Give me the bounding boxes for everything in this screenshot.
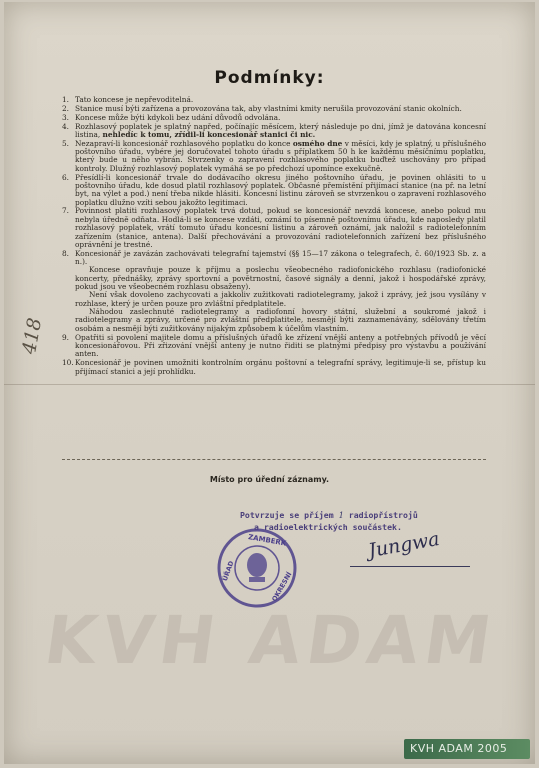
office-stamp-seal <box>216 527 298 609</box>
paper-fold-line <box>4 384 535 385</box>
confirm-suffix: radiopřístrojů <box>348 510 418 520</box>
handwritten-margin-note: 418 <box>18 316 47 356</box>
collection-badge <box>404 739 530 759</box>
stamp-text-bottom: OKRESNÍ <box>270 570 294 603</box>
condition-text: Koncesionář je povinen umožniti kontrolním orgánu poštovní a telegrafní správy, legitimuje-li se, přístup ku přijímací stanici a její prohlídku. <box>75 358 486 376</box>
condition-text: Rozhlasový poplatek je splatný napřed, počínajíc měsícem, který následuje po dni, jímž je datována koncesní listina, <box>75 121 486 139</box>
condition-text: Opatřiti si povolení majitele domu a příslušných úřadů ke zřízení vnější anteny a potřebných přívodů je věcí koncesionářovou. Při zřizování vnější anteny je nutno řiditi se platnými předpisy pro výstavbu a používání anten. <box>75 332 486 359</box>
condition-text: Přesídlí-li koncesionář trvale do dodávacího okresu jiného poštovního úřadu, je povinen ohlásiti to u poštovního úřadu, kde dosud platil rozhlasový poplatek. Občasné přemístění přijímací stanice (na př. na letní byt, na výlet a pod.) není třeba nikde hlásiti. Koncesní listinu zároveň se stvrzenkou o zapravení rozhlasového poplatku dlužno vzíti sebou jakožto legitimaci. <box>75 172 486 207</box>
confirm-line2: a radioelektrických součástek. <box>254 522 402 532</box>
condition-number: 10. <box>62 358 74 368</box>
condition-paragraph: Koncese opravňuje pouze k příjmu a poslechu všeobecného radiofonického rozhlasu (radiofonické koncerty, přednášky, zprávy sportovní a povětrnostní, časové signály a denní, jakož i hospodářské zprávy, pokud jsou ve všeobecném rozhlasu obsaženy). <box>75 265 486 292</box>
collection-badge-label: KVH ADAM 2005 <box>410 742 508 755</box>
conditions-list <box>62 96 486 376</box>
confirm-prefix: Potvrzuje se příjem <box>240 510 334 520</box>
condition-number: 8. <box>62 248 70 258</box>
condition-text: v měsíci, kdy je splatný, u příslušného poštovního úřadu, vybére jej doručovatel tohoto úřadu s příplatkem 50 h ke každému měsíčnímu poplatku, který bude u něho vybrán. Stvrzenky o zapravení rozhlasového poplatku buďtež uschovány pro případ kontroly. Dlužný rozhlasový poplatek vymáhá se po předchozí upomínce exekučně. <box>75 138 486 173</box>
section-divider <box>62 459 486 460</box>
condition-text: Povinnost platiti rozhlasový poplatek trvá dotud, pokud se koncesionář nevzdá koncese, anebo pokud mu nebyla úředně odňata. Hodlá-li se koncese vzdáti, oznámí to písemně poštovnímu úřadu, kde naposledy platil rozhlasový poplatek, vrátí tomuto úřadu koncesní listinu a zároveň oznámí, jak naložil s radiotelefonním zařízením (stanice, antena). Další přechovávání a provozování radiotelefonních zařízení bez příslušného oprávnění je trestné. <box>75 206 486 249</box>
condition-text: Koncesionář je zavázán zachovávati telegrafní tajemství (§§ 15—17 zákona o telegrafech, č. 60/1923 Sb. z. a n.). <box>75 248 486 267</box>
condition-number: 3. <box>62 112 70 122</box>
condition-item <box>62 140 486 173</box>
confirm-count: 1 <box>338 510 344 520</box>
condition-item <box>62 207 486 249</box>
condition-number: 6. <box>62 172 70 182</box>
condition-text: Stanice musí býti zařízena a provozována tak, aby vlastními kmity nerušila provozování stanic okolních. <box>75 103 462 113</box>
document-title: Podmínky: <box>214 68 325 88</box>
condition-item <box>62 123 486 140</box>
condition-text: Tato koncese je nepřevoditelná. <box>75 95 194 104</box>
signature-line <box>350 566 470 567</box>
condition-paragraph: Není však dovoleno zachycovati a jakkoliv zužitkovati radiotelegramy, jakož i zprávy, jež jsou vysílány v rozhlase, který je určen pouze pro zvláštní předplatitele. <box>75 290 486 308</box>
condition-text: Koncese může býti kdykoli bez udání důvodů odvolána. <box>75 112 281 122</box>
condition-text: nehledíc k tomu, zřídil-li koncesionář stanici či nic. <box>102 129 316 139</box>
condition-item <box>62 250 486 333</box>
condition-number: 9. <box>62 332 70 342</box>
condition-item <box>62 174 486 207</box>
condition-paragraph: Náhodou zaslechnuté radiotelegramy a radiofonní hovory státní, služební a soukromé jakož i radiotelegramy a zprávy, určené pro zvláštní předplatitele, nesmějí býti zaznamenávány, sdělovány třetím osobám a nesmějí býti zužitkovány nijakým způsobem k účelům vlastním. <box>75 307 486 333</box>
condition-text: osmého dne <box>292 138 343 148</box>
condition-text: Nezapraví-li koncesionář rozhlasového poplatku do konce <box>75 138 293 148</box>
condition-number: 7. <box>62 206 70 216</box>
watermark: KVH ADAM <box>40 602 502 679</box>
condition-item <box>62 334 486 359</box>
stamp-text-left: ÚŘAD <box>220 559 236 583</box>
condition-number: 1. <box>62 95 70 104</box>
condition-item <box>62 359 486 376</box>
handwritten-signature: Jungwa <box>366 527 442 563</box>
condition-number: 4. <box>62 121 70 131</box>
official-records-heading: Místo pro úřední záznamy. <box>209 475 330 484</box>
condition-number: 2. <box>62 103 70 113</box>
condition-number: 5. <box>62 138 70 148</box>
stamp-text-top: ZAMBERK <box>247 533 287 548</box>
